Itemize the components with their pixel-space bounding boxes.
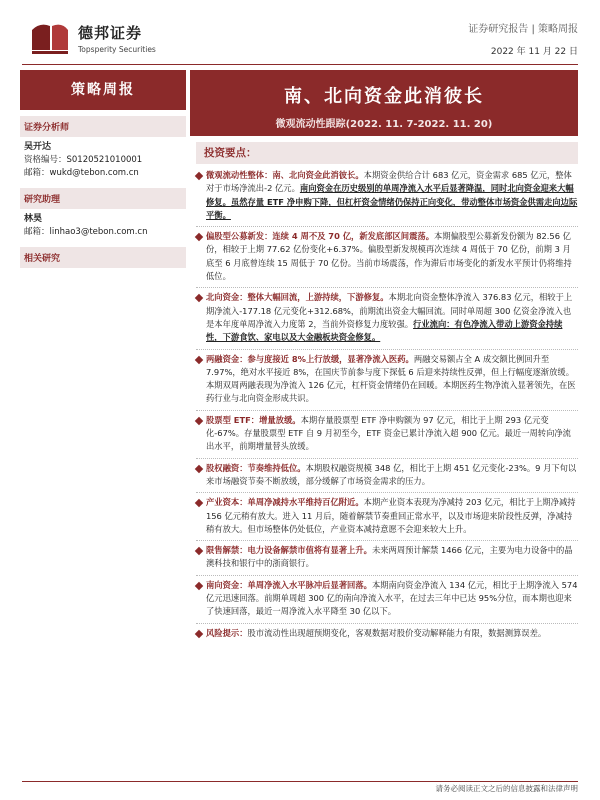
- item-highlight: 南向资金：单周净流入水平脉冲后显著回落。: [206, 579, 372, 590]
- list-item: [196, 291, 578, 344]
- list-item: [196, 496, 578, 536]
- report-date: 2022 年 11 月 22 日: [490, 47, 578, 57]
- item-highlight: 股权融资：节奏维持低位。: [206, 462, 306, 473]
- item-text: 本期北向资金整体净流入 376.83 亿元，相较于上期净流入-177.18 亿元变化+312.68%，前期流出资金大幅回流。同时单周超 300 亿资金净流入也是本年度单周净流入力度第 2，当前外资修复力度较强。: [206, 292, 573, 329]
- item-highlight: 两融资金：参与度接近 8%上行放缓，显著净流入医药。: [206, 353, 414, 364]
- list-item: [196, 414, 578, 454]
- page-title: 南、北向资金此消彼长: [284, 86, 484, 107]
- list-item: [196, 230, 578, 283]
- list-item: [196, 353, 578, 406]
- item-text: 本期产业资本表现为净减持 203 亿元，相比于上期净减持 156 亿元稍有放大。进入 11 月后，随着解禁节奏重回正常水平，以及市场迎来阶段性反弹，净减持稍有放大。但市场整体仍处低位，产业资本减持意愿不会迎来较大上升。: [206, 497, 576, 534]
- title-banner: [190, 70, 578, 136]
- diamond-bullet-icon: [195, 233, 203, 241]
- sidebar: [20, 116, 186, 268]
- diamond-bullet-icon: [195, 499, 203, 507]
- analyst-heading: 证券分析师: [20, 116, 186, 137]
- divider: [196, 575, 578, 576]
- divider: [196, 287, 578, 288]
- brand-name: 德邦证券: [78, 24, 143, 42]
- item-highlight: 限售解禁：电力设备解禁市值将有显著上升。: [206, 545, 372, 556]
- list-item: [196, 169, 578, 222]
- item-text: 本期偏股型公募新发份额为 82.56 亿份，相较于上期 77.62 亿份变化+6.37%。偏股型新发规模再次连续 4 周低于 70 亿份，前期 3 月底至 6 月底曾连续 15 周低于 70 亿份。当前市场震荡，作为滞后市场变化的新发水平预计仍将维持低位。: [206, 231, 572, 282]
- footer-disclaimer: 请务必阅读正文之后的信息披露和法律声明: [435, 784, 578, 793]
- item-text: 本期资金供给合计 683 亿元，资金需求 685 亿元，整体对于市场净流出-2 亿元。: [206, 170, 572, 194]
- item-text: 本期存量股票型 ETF 净申购额为 97 亿元，相比于上期 293 亿元变化-67%。存量股票型 ETF 自 9 月初至今，ETF 资金已累计净流入超 900 亿元。最近一周转向净流出水平，前期增量替头放缓。: [206, 414, 571, 452]
- diamond-bullet-icon: [195, 547, 203, 555]
- analyst-name: 吴开达: [24, 142, 52, 152]
- footer-divider: [22, 781, 578, 782]
- key-points-list: [196, 166, 578, 640]
- assistant-email[interactable]: 邮箱：linhao3@tebon.com.cn: [24, 227, 148, 237]
- item-text: 未来两周预计解禁 1466 亿元，主要为电力设备中的晶澳科技和银行中的浙商银行。: [206, 545, 573, 569]
- item-highlight: 微观流动性整体：南、北向资金此消彼长。: [206, 170, 364, 180]
- item-highlight: 股票型 ETF：增量放缓。: [206, 414, 301, 425]
- diamond-bullet-icon: [195, 417, 203, 425]
- item-highlight: 北向资金：整体大幅回流，上游持续，下游修复。: [206, 292, 389, 303]
- list-item: [196, 544, 578, 571]
- item-highlight: 产业资本：单周净减持水平维持百亿附近。: [206, 497, 364, 508]
- item-text: 本期南向资金净流入 134 亿元，相比于上期净流入 574 亿元迅速回落。前期单周超 300 亿的南向净流入水平，在过去三年中已达 95%分位，而本期也迎来了快速回落，最近一周净流入水平降至 30 亿以下。: [206, 579, 578, 617]
- divider: [196, 540, 578, 541]
- divider: [196, 226, 578, 227]
- divider: [196, 349, 578, 350]
- diamond-bullet-icon: [195, 355, 203, 363]
- related-research-heading: 相关研究: [20, 247, 186, 268]
- divider: [196, 410, 578, 411]
- brand-mark-icon: [28, 20, 72, 56]
- diamond-bullet-icon: [195, 172, 203, 180]
- report-type-tag: 策略周报: [20, 70, 186, 110]
- header-divider: [22, 64, 578, 65]
- item-emphasis: 行业流向：有色净流入带动上游资金持续性，下游食饮、家电以及大金融板块资金修复。: [206, 318, 563, 343]
- item-text: 股市流动性出现超预期变化，客观数据对股价变动解释能力有限，数据测算误差。: [247, 627, 547, 638]
- analyst-cert: 资格编号：S0120521010001: [24, 155, 143, 165]
- divider: [196, 458, 578, 459]
- item-emphasis: 南向资金在历史级别的单周净流入水平后显著降温，同时北向资金迎来大幅修复。虽然存量 ETF 净申购下降，但杠杆资金情绪仍保持正向变化，带动整体市场资金供需走向边际平衡。: [206, 183, 578, 220]
- list-item: [196, 627, 578, 640]
- list-item: [196, 462, 578, 489]
- assistant-name: 林昊: [24, 214, 43, 224]
- page-subtitle: 微观流动性跟踪(2022. 11. 7-2022. 11. 20): [275, 119, 493, 130]
- item-highlight: 偏股型公募新发：连续 4 周不及 70 亿，新发底部区间震荡。: [206, 231, 435, 242]
- key-points-heading: 投资要点：: [196, 142, 578, 164]
- brand-logo: [28, 20, 156, 56]
- diamond-bullet-icon: [195, 464, 203, 472]
- divider: [196, 492, 578, 493]
- brand-name-en: Topsperity Securities: [78, 45, 156, 54]
- report-category: 证券研究报告 | 策略周报: [468, 24, 578, 35]
- divider: [196, 623, 578, 624]
- item-text: 两融交易额占全 A 成交额比例回升至 7.97%，绝对水平接近 8%，在国庆节前参与度下探低 6 后迎来持续性反弹，但上行幅度逐渐放缓。本期双周两融表现为净流入 126 亿元，杠杆资金情绪仍在回暖。本期医药生物净流入显著领先，在医药行业与北向资金形成共识。: [206, 353, 576, 404]
- diamond-bullet-icon: [195, 581, 203, 589]
- list-item: [196, 579, 578, 619]
- assistant-heading: 研究助理: [20, 188, 186, 209]
- analyst-email[interactable]: 邮箱：wukd@tebon.com.cn: [24, 168, 139, 178]
- diamond-bullet-icon: [195, 294, 203, 302]
- item-text: 本期股权融资规模 348 亿，相比于上期 451 亿元变化-23%。9 月下旬以来市场融资节奏不断放缓，部分缓解了市场资金需求的压力。: [206, 462, 577, 486]
- item-highlight: 风险提示：: [206, 627, 248, 638]
- diamond-bullet-icon: [195, 629, 203, 637]
